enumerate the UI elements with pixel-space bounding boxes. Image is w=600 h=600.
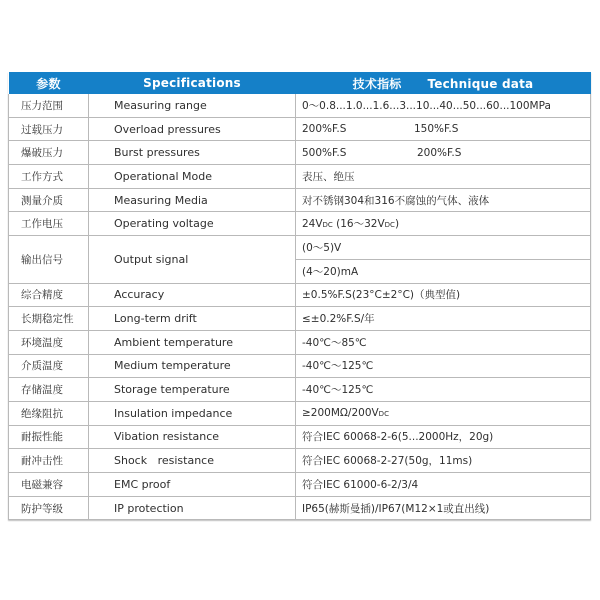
param-zh: 爆破压力 — [9, 141, 89, 165]
param-en: Output signal — [89, 236, 296, 283]
table-row-operational-mode — [9, 165, 591, 189]
param-en: Ambient temperature — [89, 330, 296, 354]
table-row-emc-proof — [9, 473, 591, 497]
param-value: 24Vdc (16～32Vdc) — [296, 212, 591, 236]
param-en: IP protection — [89, 496, 296, 520]
param-en: Medium temperature — [89, 354, 296, 378]
param-zh: 耐冲击性 — [9, 449, 89, 473]
param-en: Operating voltage — [89, 212, 296, 236]
table-row-ip-protection — [9, 496, 591, 520]
table-row-vibration-resistance — [9, 425, 591, 449]
table-row-operating-voltage — [9, 212, 591, 236]
param-en: Storage temperature — [89, 378, 296, 402]
param-value: ±0.5%F.S(23°C±2°C)（典型值) — [296, 283, 591, 307]
param-value: IP65(赫斯曼插)/IP67(M12×1或直出线) — [296, 496, 591, 520]
header-param: 参数 — [9, 72, 89, 94]
param-zh: 综合精度 — [9, 283, 89, 307]
header-specifications: Specifications — [89, 72, 296, 94]
param-zh: 耐振性能 — [9, 425, 89, 449]
table-row-medium-temperature — [9, 354, 591, 378]
value-primary: 500%F.S — [302, 146, 347, 159]
param-value: 0～0.8...1.0...1.6...3...10...40...50...60...100MPa — [296, 94, 591, 117]
param-en: Measuring range — [89, 94, 296, 117]
param-zh: 防护等级 — [9, 496, 89, 520]
param-zh: 电磁兼容 — [9, 473, 89, 497]
param-zh: 测量介质 — [9, 188, 89, 212]
spec-table — [8, 72, 591, 520]
table-row-measuring-media — [9, 188, 591, 212]
header-technique-data — [296, 72, 591, 94]
param-value: 符合IEC 61000-6-2/3/4 — [296, 473, 591, 497]
param-value — [296, 117, 591, 141]
param-value-voltage: (0～5)V — [296, 236, 591, 260]
param-en: Burst pressures — [89, 141, 296, 165]
table-row-shock-resistance — [9, 449, 591, 473]
param-en: Insulation impedance — [89, 401, 296, 425]
param-en: Accuracy — [89, 283, 296, 307]
param-value-current: (4～20)mA — [296, 259, 591, 283]
param-value: -40℃～125℃ — [296, 354, 591, 378]
table-row-insulation-impedance — [9, 401, 591, 425]
param-zh: 过载压力 — [9, 117, 89, 141]
table-row-overload — [9, 117, 591, 141]
param-zh: 工作方式 — [9, 165, 89, 189]
param-en: Vibation resistance — [89, 425, 296, 449]
value-secondary: 150%F.S — [414, 123, 459, 136]
table-header — [9, 72, 591, 94]
param-en: Operational Mode — [89, 165, 296, 189]
param-value: -40℃～85℃ — [296, 330, 591, 354]
param-en: Long-term drift — [89, 307, 296, 331]
table-row-ambient-temperature — [9, 330, 591, 354]
param-en: Overload pressures — [89, 117, 296, 141]
param-value: 对不锈钢304和316不腐蚀的气体、液体 — [296, 188, 591, 212]
param-zh: 压力范围 — [9, 94, 89, 117]
value-primary: 200%F.S — [302, 123, 347, 136]
param-value: ≤±0.2%F.S/年 — [296, 307, 591, 331]
param-zh: 输出信号 — [9, 236, 89, 283]
param-en: Measuring Media — [89, 188, 296, 212]
param-zh: 工作电压 — [9, 212, 89, 236]
param-zh: 存储温度 — [9, 378, 89, 402]
value-secondary: 200%F.S — [417, 146, 462, 159]
header-data-en: Technique data — [427, 76, 534, 91]
table-row-output-signal — [9, 236, 591, 260]
param-value: 符合IEC 60068-2-6(5...2000Hz，20g) — [296, 425, 591, 449]
table-row-long-term-drift — [9, 307, 591, 331]
param-zh: 环境温度 — [9, 330, 89, 354]
param-en: Shock resistance — [89, 449, 296, 473]
table-row-burst — [9, 141, 591, 165]
param-value: -40℃～125℃ — [296, 378, 591, 402]
table-row-accuracy — [9, 283, 591, 307]
header-data-zh: 技术指标 — [352, 76, 402, 91]
param-zh: 介质温度 — [9, 354, 89, 378]
param-zh: 绝缘阻抗 — [9, 401, 89, 425]
table-row-storage-temperature — [9, 378, 591, 402]
param-value: 符合IEC 60068-2-27(50g，11ms) — [296, 449, 591, 473]
param-zh: 长期稳定性 — [9, 307, 89, 331]
param-value: ≥200MΩ/200Vdc — [296, 401, 591, 425]
param-value — [296, 141, 591, 165]
param-value: 表压、绝压 — [296, 165, 591, 189]
table-row-measuring-range — [9, 94, 591, 117]
param-en: EMC proof — [89, 473, 296, 497]
